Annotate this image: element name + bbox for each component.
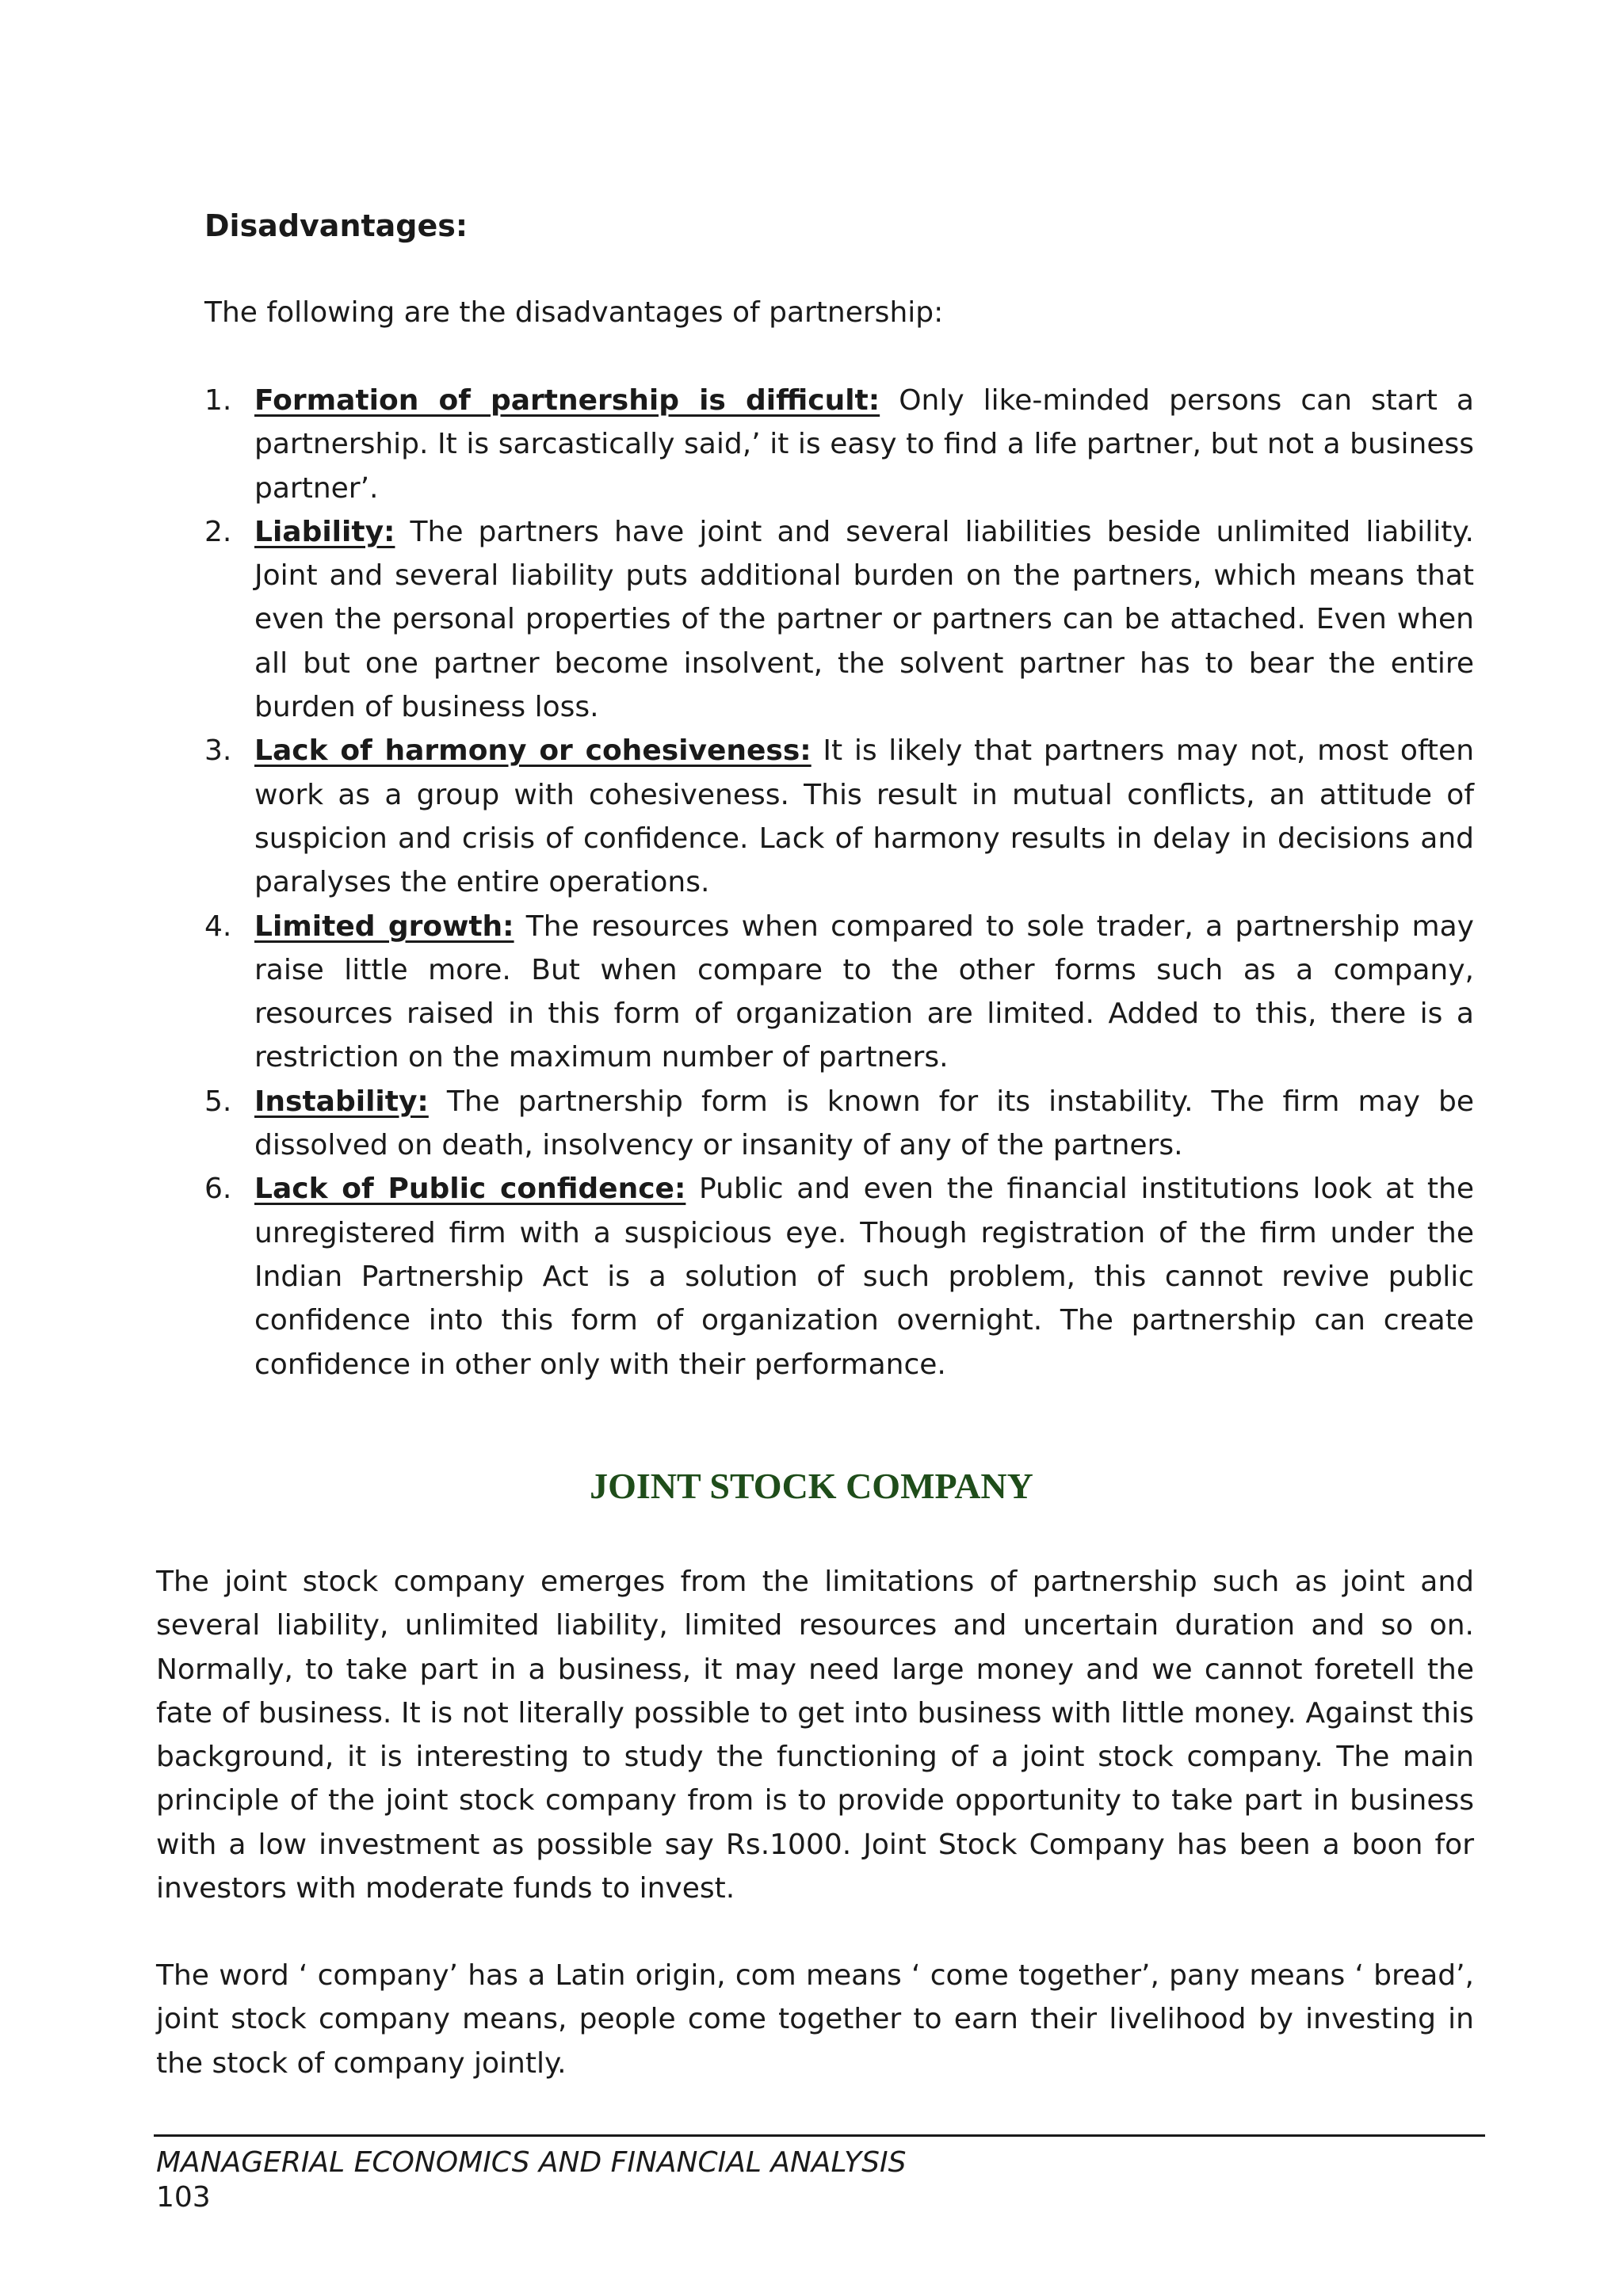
list-item-number: 4.: [204, 910, 232, 943]
list-item-text: Public and even the financial institutions look at the unregistered firm with a suspicious eye. Though registration of the firm under the Indian Partnership Act is a solution of such problem, this cannot revive public confidence into this form of organization overnight. The partnership can create confidence in other only with their performance.: [254, 1173, 1474, 1381]
list-item-number: 3.: [204, 734, 232, 768]
list-item-term: Lack of Public confidence:: [254, 1173, 686, 1206]
list-item-number: 6.: [204, 1173, 232, 1206]
list-item-text: The partnership form is known for its instability. The firm may be dissolved on death, insolvency or insanity of any of the partners.: [254, 1085, 1474, 1162]
list-item: [204, 1080, 1474, 1168]
footer-divider: [154, 2134, 1485, 2137]
joint-stock-paragraph-2: The word ‘ company’ has a Latin origin, com means ‘ come together’, pany means ‘ bread’, joint stock company means, people come together to earn their livelihood by investing in the stock of company jointly.: [156, 1959, 1474, 2080]
list-item-text: Only like-minded persons can start a partnership. It is sarcastically said,’ it is easy to find a life partner, but not a business partner’.: [254, 384, 1474, 505]
list-item: [204, 729, 1474, 904]
list-item-term: Lack of harmony or cohesiveness:: [254, 734, 812, 768]
list-item-term: Liability:: [254, 515, 395, 548]
list-item-term: Limited growth:: [254, 910, 514, 943]
list-item-term: Instability:: [254, 1085, 429, 1118]
disadvantages-intro: The following are the disadvantages of partnership:: [204, 296, 944, 329]
disadvantages-heading: Disadvantages:: [204, 208, 468, 243]
joint-stock-paragraph-1: The joint stock company emerges from the limitations of partnership such as joint and several liability, unlimited liability, limited resources and uncertain duration and so on. Normally, to take part in a business, it may need large money and we cannot foretell the fate of business. It is not literally possible to get into business with little money. Against this background, it is interesting to study the functioning of a joint stock company. The main principle of the joint stock company from is to provide opportunity to take part in business with a low investment as possible say Rs.1000. Joint Stock Company has been a boon for investors with moderate funds to invest.: [156, 1566, 1474, 1905]
joint-stock-company-title: JOINT STOCK COMPANY: [590, 1466, 1033, 1506]
list-item: [204, 905, 1474, 1080]
list-item-number: 2.: [204, 515, 232, 548]
list-item: [204, 379, 1474, 510]
footer-title: MANAGERIAL ECONOMICS AND FINANCIAL ANALYSIS: [156, 2146, 907, 2179]
list-item-text: The resources when compared to sole trader, a partnership may raise little more. But when compare to the other forms such as a company, resources raised in this form of organization are limited. Added to this, there is a restriction on the maximum number of partners.: [254, 910, 1474, 1074]
disadvantages-list: [204, 379, 1474, 1386]
list-item-text: The partners have joint and several liabilities beside unlimited liability. Joint and several liability puts additional burden on the partners, which means that even the personal properties of the partner or partners can be attached. Even when all but one partner become insolvent, the solvent partner has to bear the entire burden of business loss.: [254, 515, 1474, 724]
list-item-term: Formation of partnership is difficult:: [254, 384, 880, 417]
list-item-number: 1.: [204, 384, 232, 417]
list-item-text: It is likely that partners may not, most often work as a group with cohesiveness. This result in mutual conflicts, an attitude of suspicion and crisis of confidence. Lack of harmony results in delay in decisions and paralyses the entire operations.: [254, 734, 1475, 899]
list-item: [204, 510, 1474, 729]
list-item-number: 5.: [204, 1085, 232, 1118]
list-item: [204, 1167, 1474, 1386]
page-number: 103: [156, 2181, 211, 2214]
